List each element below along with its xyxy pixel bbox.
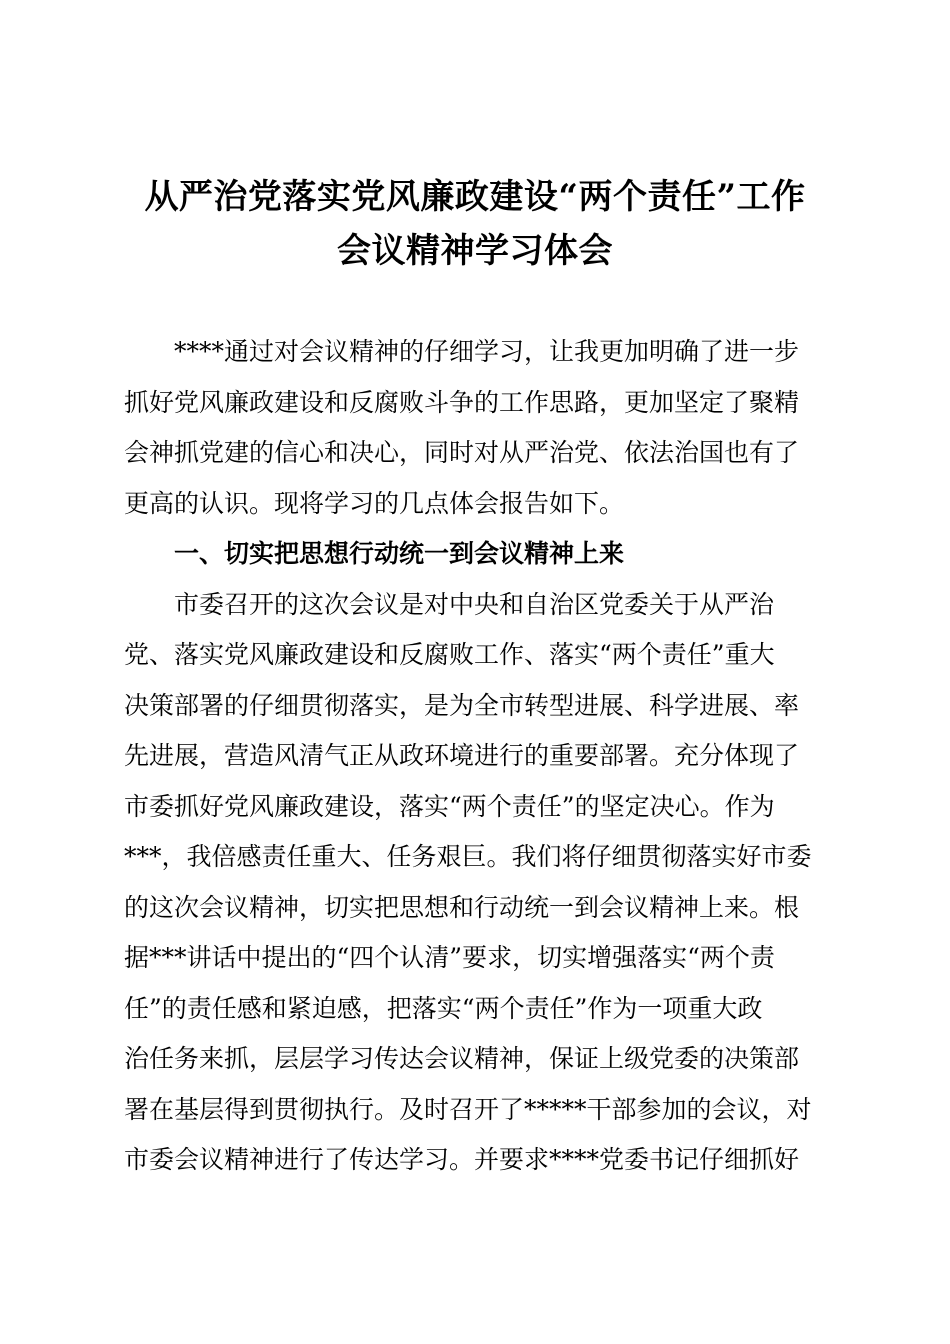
section-line: 先进展，营造风清气正从政环境进行的重要部署。充分体现了 [124, 741, 800, 770]
document-title [100, 170, 850, 278]
section-line: 党、落实党风廉政建设和反腐败工作、落实“两个责任”重大 [124, 640, 775, 669]
title-line-2: 会议精神学习体会 [337, 231, 613, 271]
section-line: 市委会议精神进行了传达学习。并要求****党委书记仔细抓好 [124, 1145, 800, 1174]
section-line: 署在基层得到贯彻执行。及时召开了*****干部参加的会议，对 [124, 1094, 812, 1124]
section-line: 任”的责任感和紧迫感，把落实“两个责任”作为一项重大政 [124, 993, 763, 1023]
intro-line: 会神抓党建的信心和决心，同时对从严治党、依法治国也有了 [124, 438, 800, 467]
section-line: 据***讲话中提出的“四个认清”要求，切实增强落实“两个责 [124, 943, 775, 972]
section-heading: 一、切实把思想行动统一到会议精神上来 [174, 539, 625, 568]
section-line: ***，我倍感责任重大、任务艰巨。我们将仔细贯彻落实好市委 [124, 842, 812, 871]
section-line: 治任务来抓，层层学习传达会议精神，保证上级党委的决策部 [124, 1044, 800, 1073]
section-line: 决策部署的仔细贯彻落实，是为全市转型进展、科学进展、率 [124, 690, 800, 720]
document-body [124, 327, 829, 1186]
title-line-1: 从严治党落实党风廉政建设“两个责任”工作 [144, 177, 806, 217]
intro-line: 更高的认识。现将学习的几点体会报告如下。 [124, 488, 625, 518]
section-line: 市委抓好党风廉政建设，落实“两个责任”的坚定决心。作为 [124, 791, 775, 821]
section-line: 市委召开的这次会议是对中央和自治区党委关于从严治 [174, 589, 775, 619]
intro-line: ****通过对会议精神的仔细学习，让我更加明确了进一步 [174, 337, 800, 366]
section-line: 的这次会议精神，切实把思想和行动统一到会议精神上来。根 [124, 892, 800, 922]
intro-line: 抓好党风廉政建设和反腐败斗争的工作思路，更加坚定了聚精 [124, 387, 800, 417]
